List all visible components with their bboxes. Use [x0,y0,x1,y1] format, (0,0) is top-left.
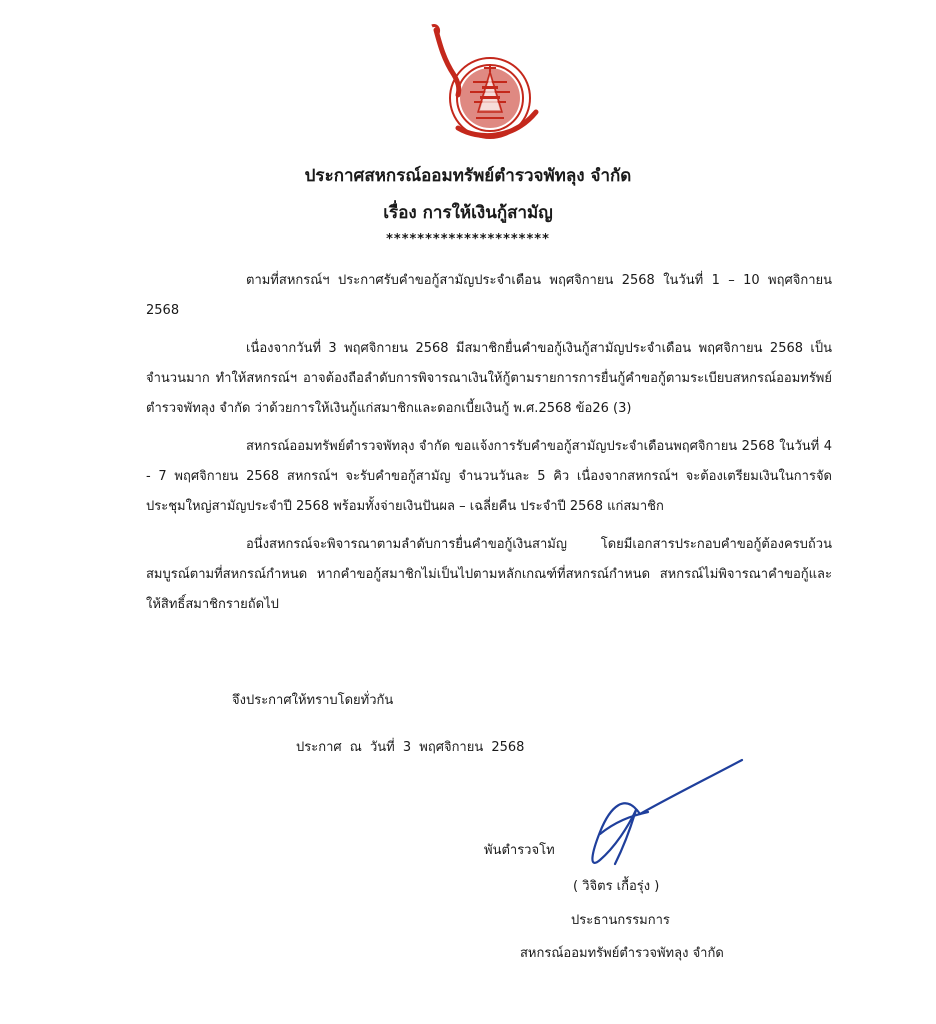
announcement-date: ประกาศ ณ วันที่ 3 พฤศจิกายน 2568 [296,740,525,755]
paragraph-4-text: อนึ่งสหกรณ์จะพิจารณาตามลำดับการยื่นคำขอกู้เงินสามัญ โดยมีเอกสารประกอบคำขอกู้ต้องครบถ้วนสมบูรณ์ตามที่สหกรณ์กำหนด หากคำขอกู้สมาชิกไม่เป็นไปตามหลักเกณฑ์ที่สหกรณ์กำหนด สหกรณ์ไม่พิจารณาคำขอกู้และให้สิทธิ์สมาชิกรายถัดไป [146,537,832,612]
paragraph-2-text: เนื่องจากวันที่ 3 พฤศจิกายน 2568 มีสมาชิกยื่นคำขอกู้เงินกู้สามัญประจำเดือน พฤศจิกายน 2568 เป็นจำนวนมาก ทำให้สหกรณ์ฯ อาจต้องถือลำดับการพิจารณาเงินให้กู้ตามรายการการยื่นกู้คำขอกู้ตามระเบียบสหกรณ์ออมทรัพย์ตำรวจพัทลุง จำกัด ว่าด้วยการให้เงินกู้แก่สมาชิกและดอกเบี้ยเงินกู้ พ.ศ.2568 ข้อ26 (3) [146,341,832,416]
signatory-rank: พันตำรวจโท [484,843,555,858]
separator: ********************* [386,232,550,247]
announcement-body [146,266,832,620]
announcement-subject: เรื่อง การให้เงินกู้สามัญ [383,203,553,223]
signatory-organization: สหกรณ์ออมทรัพย์ตำรวจพัทลุง จำกัด [520,946,724,961]
paragraph-2 [146,334,832,424]
paragraph-4 [146,530,832,620]
paragraph-3 [146,432,832,522]
paragraph-3-text: สหกรณ์ออมทรัพย์ตำรวจพัทลุง จำกัด ขอแจ้งการรับคำขอกู้สามัญประจำเดือนพฤศจิกายน 2568 ในวันที่ 4 - 7 พฤศจิกายน 2568 สหกรณ์ฯ จะรับคำขอกู้สามัญ จำนวนวันละ 5 คิว เนื่องจากสหกรณ์ฯ จะต้องเตรียมเงินในการจัดประชุมใหญ่สามัญประจำปี 2568 พร้อมทั้งจ่ายเงินปันผล – เฉลี่ยคืน ประจำปี 2568 แก่สมาชิก [146,439,832,514]
announcement-title: ประกาศสหกรณ์ออมทรัพย์ตำรวจพัทลุง จำกัด [304,166,632,186]
signature-icon [570,752,750,887]
paragraph-1 [146,266,832,326]
signatory-position: ประธานกรรมการ [571,913,670,928]
closing-line: จึงประกาศให้ทราบโดยทั่วกัน [232,693,394,708]
cooperative-seal-icon [418,20,548,155]
signatory-name: ( วิจิตร เกื้อรุ่ง ) [573,879,660,894]
paragraph-1-text: ตามที่สหกรณ์ฯ ประกาศรับคำขอกู้สามัญประจำเดือน พฤศจิกายน 2568 ในวันที่ 1 – 10 พฤศจิกายน 2568 [146,273,832,318]
